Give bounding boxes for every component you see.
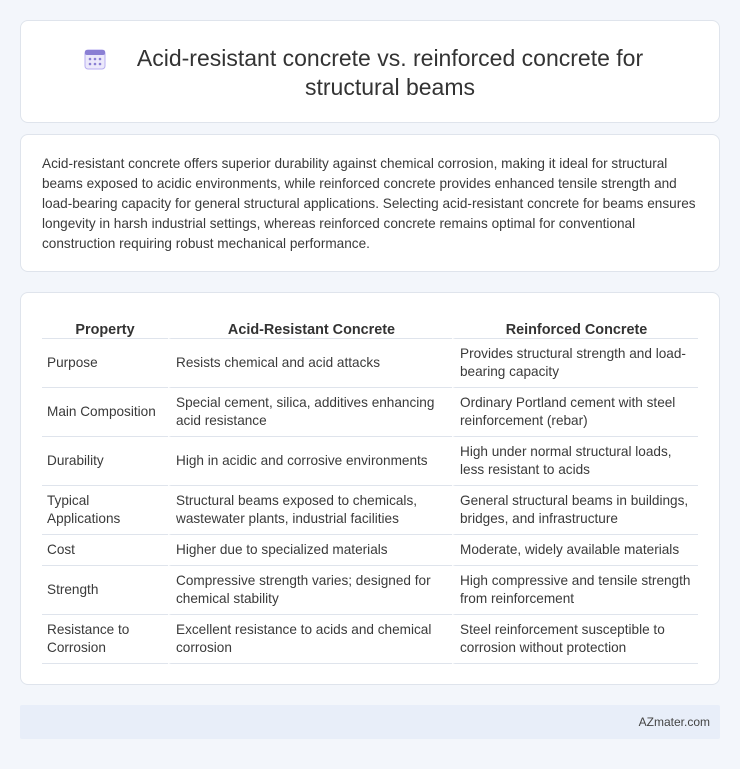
table-cell: Strength xyxy=(42,566,168,615)
table-cell: Main Composition xyxy=(42,388,168,437)
table-row xyxy=(42,339,698,388)
title-card xyxy=(20,20,720,123)
table-header-row xyxy=(42,315,698,339)
table-row xyxy=(42,615,698,664)
table-cell: Ordinary Portland cement with steel reinforcement (rebar) xyxy=(452,388,698,437)
table-cell: Higher due to specialized materials xyxy=(168,535,452,566)
table-cell: Resistance to Corrosion xyxy=(42,615,168,664)
table-row xyxy=(42,388,698,437)
page-title: Acid-resistant concrete vs. reinforced concrete for structural beams xyxy=(136,45,644,100)
table-cell: High in acidic and corrosive environments xyxy=(168,437,452,486)
table-cell: Cost xyxy=(42,535,168,566)
table-row xyxy=(42,535,698,566)
summary-text: Acid-resistant concrete offers superior durability against chemical corrosion, making it ideal for structural beams exposed to acidic environments, while reinforced concrete provides enhanced tensile strength and load-bearing capacity for general structural applications. Selecting acid-resistant concrete for beams ensures longevity in harsh industrial settings, whereas reinforced concrete remains optimal for conventional construction requiring robust mechanical performance. xyxy=(42,156,696,251)
column-header-acid-resistant: Acid-Resistant Concrete xyxy=(168,315,452,339)
table-cell: Durability xyxy=(42,437,168,486)
footer-brand: AZmater.com xyxy=(638,715,710,729)
table-cell: Steel reinforcement susceptible to corrosion without protection xyxy=(452,615,698,664)
column-header-property: Property xyxy=(42,315,168,339)
table-cell: Structural beams exposed to chemicals, wastewater plants, industrial facilities xyxy=(168,486,452,535)
footer xyxy=(20,705,720,739)
table-row xyxy=(42,437,698,486)
table-cell: Provides structural strength and load-bearing capacity xyxy=(452,339,698,388)
table-cell: Special cement, silica, additives enhancing acid resistance xyxy=(168,388,452,437)
table-cell: Typical Applications xyxy=(42,486,168,535)
table-cell: Resists chemical and acid attacks xyxy=(168,339,452,388)
comparison-table-card xyxy=(20,292,720,685)
table-cell: Compressive strength varies; designed for chemical stability xyxy=(168,566,452,615)
table-cell: High under normal structural loads, less resistant to acids xyxy=(452,437,698,486)
table-row xyxy=(42,486,698,535)
column-header-reinforced: Reinforced Concrete xyxy=(452,315,698,339)
summary-card xyxy=(20,134,720,272)
table-cell: High compressive and tensile strength from reinforcement xyxy=(452,566,698,615)
table-row xyxy=(42,566,698,615)
table-cell: Excellent resistance to acids and chemical corrosion xyxy=(168,615,452,664)
table-cell: General structural beams in buildings, bridges, and infrastructure xyxy=(452,486,698,535)
table-cell: Moderate, widely available materials xyxy=(452,535,698,566)
table-cell: Purpose xyxy=(42,339,168,388)
comparison-table xyxy=(42,315,698,664)
